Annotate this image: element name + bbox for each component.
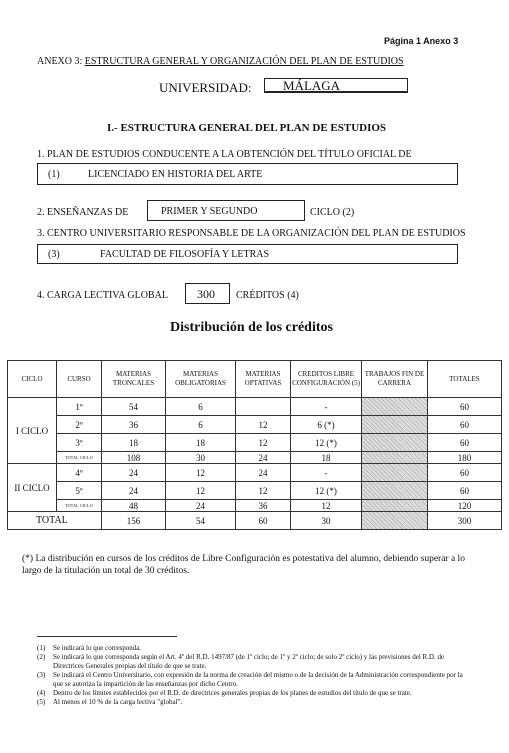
cell-libre: 30 bbox=[291, 512, 362, 530]
item4-value: 300 bbox=[197, 287, 215, 301]
cycle-label: I CICLO bbox=[8, 398, 57, 464]
cell-obligatorias: 12 bbox=[166, 464, 236, 482]
cell-libre: - bbox=[291, 464, 362, 482]
item2-value: PRIMER Y SEGUNDO bbox=[161, 206, 258, 217]
item4-suffix: CRÉDITOS (4) bbox=[236, 290, 299, 301]
footnote-item: (4) Dentro de los límites establecidos por el R.D. de directrices generales propias de los planes de estudios del título de que se trate. bbox=[37, 689, 412, 697]
cell-optativas: 12 bbox=[236, 482, 291, 500]
page-number-label: Página 1 Anexo 3 bbox=[384, 36, 459, 46]
cell-trabajos bbox=[362, 512, 428, 530]
header-libre-configuracion: CREDITOS LIBRE CONFIGURACIÓN (5) bbox=[291, 361, 362, 398]
cell-obligatorias: 12 bbox=[166, 482, 236, 500]
university-box bbox=[264, 78, 408, 93]
cell-obligatorias: 6 bbox=[166, 416, 236, 434]
cell-totales: 60 bbox=[428, 482, 502, 500]
table-row-total-ciclo bbox=[8, 500, 502, 512]
cell-curso: 1º bbox=[57, 398, 102, 416]
cell-trabajos bbox=[362, 452, 428, 464]
cell-trabajos bbox=[362, 500, 428, 512]
cell-optativas: 24 bbox=[236, 464, 291, 482]
table-row-total-ciclo bbox=[8, 452, 502, 464]
cell-curso: 4º bbox=[57, 464, 102, 482]
cell-libre: 18 bbox=[291, 452, 362, 464]
cell-troncales: 48 bbox=[102, 500, 166, 512]
cell-troncales: 24 bbox=[102, 464, 166, 482]
cell-trabajos bbox=[362, 434, 428, 452]
item2-box bbox=[147, 200, 305, 221]
footnotes bbox=[37, 644, 473, 707]
university-value: MÁLAGA bbox=[283, 78, 341, 93]
cell-totales: 120 bbox=[428, 500, 502, 512]
header-troncales: MATERIAS TRONCALES bbox=[102, 361, 166, 398]
footnote-divider bbox=[37, 636, 177, 637]
cell-curso: 3º bbox=[57, 434, 102, 452]
cell-trabajos bbox=[362, 464, 428, 482]
table-row bbox=[8, 398, 502, 416]
header-obligatorias: MATERIAS OBLIGATORIAS bbox=[166, 361, 236, 398]
header-trabajos-fin-carrera: TRABAJOS FIN DE CARRERA bbox=[362, 361, 428, 398]
item3-label: 3. CENTRO UNIVERSITARIO RESPONSABLE DE LA ORGANIZACIÓN DEL PLAN DE ESTUDIOS bbox=[37, 228, 466, 239]
item3-box bbox=[37, 244, 458, 264]
cell-libre: 6 (*) bbox=[291, 416, 362, 434]
cell-obligatorias: 24 bbox=[166, 500, 236, 512]
annex-title: ESTRUCTURA GENERAL Y ORGANIZACIÓN DEL PLAN DE ESTUDIOS bbox=[84, 56, 404, 67]
cell-trabajos bbox=[362, 416, 428, 434]
cell-curso: TOTAL CICLO bbox=[57, 500, 102, 512]
cell-totales: 300 bbox=[428, 512, 502, 530]
cell-curso: 2º bbox=[57, 416, 102, 434]
footnote-item: (3) Se indicará el Centro Universitario, con expresión de la norma de creación del mismo o de la decisión de la Administración correspondiente por la que se autoriza la impartición de las enseñanzas por dicho Centro. bbox=[37, 671, 463, 688]
cell-troncales: 18 bbox=[102, 434, 166, 452]
cell-obligatorias: 18 bbox=[166, 434, 236, 452]
header-optativas: MATERIAS OPTATIVAS bbox=[236, 361, 291, 398]
item1-ref: (1) bbox=[48, 169, 60, 180]
cycle-label: II CICLO bbox=[8, 464, 57, 512]
item3-ref: (3) bbox=[48, 249, 60, 260]
footnote-item: (5) Al menos el 10 % de la carga lectiva "global". bbox=[37, 698, 183, 706]
table-row bbox=[8, 434, 502, 452]
annex-heading bbox=[37, 56, 404, 67]
item1-value: LICENCIADO EN HISTORIA DEL ARTE bbox=[88, 169, 263, 180]
cell-totales: 60 bbox=[428, 464, 502, 482]
cell-libre: 12 bbox=[291, 500, 362, 512]
annex-label: ANEXO 3: bbox=[37, 56, 83, 67]
total-label: TOTAL bbox=[8, 512, 102, 530]
item4-label: 4. CARGA LECTIVA GLOBAL bbox=[37, 290, 168, 301]
header-curso: CURSO bbox=[57, 361, 102, 398]
item4-box bbox=[185, 283, 230, 304]
footnote-item: (1) Se indicará lo que corresponda. bbox=[37, 644, 142, 652]
cell-totales: 180 bbox=[428, 452, 502, 464]
item3-value: FACULTAD DE FILOSOFÍA Y LETRAS bbox=[100, 249, 270, 260]
table-row bbox=[8, 464, 502, 482]
cell-totales: 60 bbox=[428, 398, 502, 416]
cell-obligatorias: 30 bbox=[166, 452, 236, 464]
cell-totales: 60 bbox=[428, 416, 502, 434]
footnote-item: (2) Se indicará lo que corresponda según el Art. 4º del R.D. 1497/87 (de 1º ciclo; de 1º y 2º ciclo; de solo 2º ciclo) y las previsiones del R.D. de Directrices Generales propias del título de que se trate. bbox=[37, 653, 445, 670]
cell-trabajos bbox=[362, 482, 428, 500]
cell-libre: - bbox=[291, 398, 362, 416]
university-label: UNIVERSIDAD: bbox=[159, 80, 252, 95]
cell-optativas: 60 bbox=[236, 512, 291, 530]
cell-troncales: 156 bbox=[102, 512, 166, 530]
credits-table bbox=[7, 360, 502, 530]
section-title: I.- ESTRUCTURA GENERAL DEL PLAN DE ESTUDIOS bbox=[107, 122, 387, 134]
cell-trabajos bbox=[362, 398, 428, 416]
table-row bbox=[8, 416, 502, 434]
distribution-title: Distribución de los créditos bbox=[170, 320, 333, 335]
cell-obligatorias: 6 bbox=[166, 398, 236, 416]
cell-obligatorias: 54 bbox=[166, 512, 236, 530]
header-totales: TOTALES bbox=[428, 361, 502, 398]
cell-curso: TOTAL CICLO bbox=[57, 452, 102, 464]
cell-troncales: 24 bbox=[102, 482, 166, 500]
header-ciclo: CICLO bbox=[8, 361, 57, 398]
cell-libre: 12 (*) bbox=[291, 434, 362, 452]
cell-troncales: 108 bbox=[102, 452, 166, 464]
cell-troncales: 36 bbox=[102, 416, 166, 434]
cell-optativas: 12 bbox=[236, 434, 291, 452]
item1-label: 1. PLAN DE ESTUDIOS CONDUCENTE A LA OBTENCIÓN DEL TÍTULO OFICIAL DE bbox=[37, 149, 412, 160]
table-row-grand-total bbox=[8, 512, 502, 530]
cell-totales: 60 bbox=[428, 434, 502, 452]
table-header-row bbox=[8, 361, 502, 398]
cell-optativas: 12 bbox=[236, 416, 291, 434]
item2-label: 2. ENSEÑANZAS DE bbox=[37, 207, 129, 218]
item1-box bbox=[37, 163, 458, 185]
table-row bbox=[8, 482, 502, 500]
item2-suffix: CICLO (2) bbox=[310, 207, 355, 218]
cell-troncales: 54 bbox=[102, 398, 166, 416]
cell-optativas bbox=[236, 398, 291, 416]
credits-note: (*) La distribución en cursos de los créditos de Libre Configuración es potestativa del alumno, debiendo superar a lo largo de la titulación un total de 30 créditos. bbox=[22, 554, 465, 576]
cell-libre: 12 (*) bbox=[291, 482, 362, 500]
cell-optativas: 36 bbox=[236, 500, 291, 512]
cell-optativas: 24 bbox=[236, 452, 291, 464]
cell-curso: 5º bbox=[57, 482, 102, 500]
